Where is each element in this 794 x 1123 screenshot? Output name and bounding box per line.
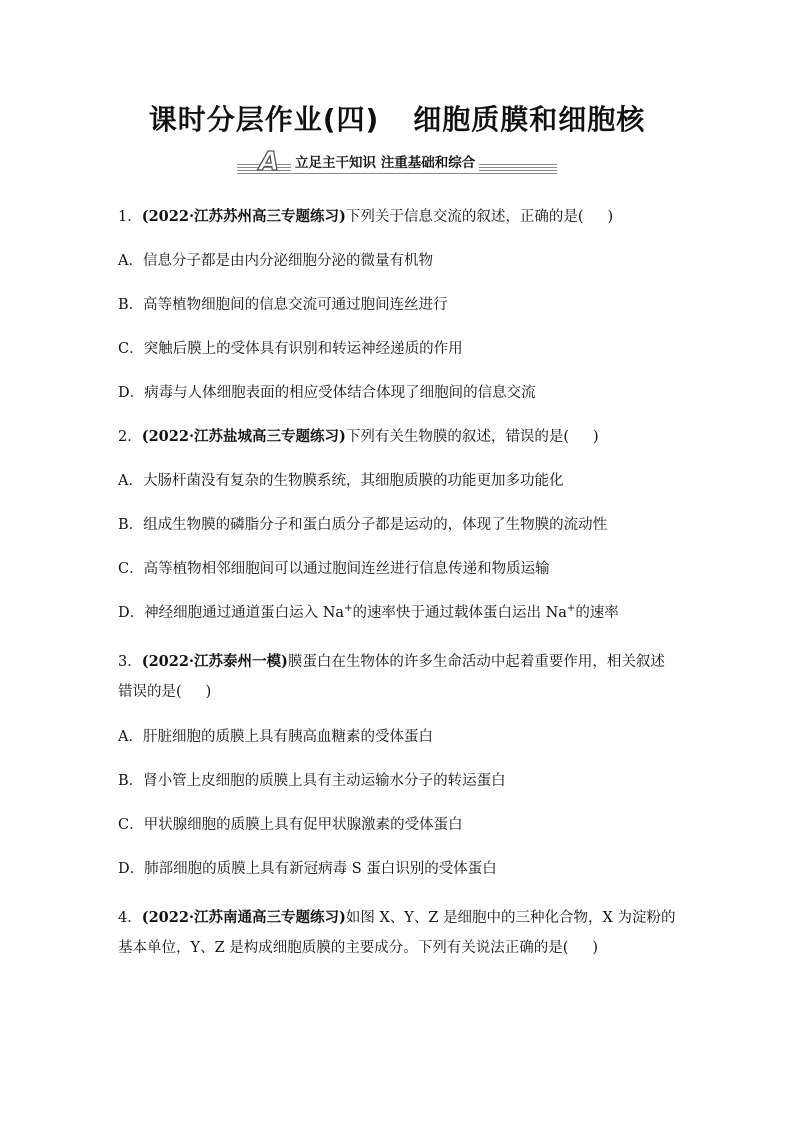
question-1-option-c: C．突触后膜上的受体具有识别和转运神经递质的作用: [118, 341, 463, 357]
question-3-option-a: A．肝脏细胞的质膜上具有胰高血糖素的受体蛋白: [118, 729, 433, 745]
question-source: (2022·江苏盐城高三专题练习): [141, 428, 346, 445]
question-source: (2022·江苏泰州一模): [141, 653, 288, 670]
page-title: 课时分层作业(四) 细胞质膜和细胞核: [148, 103, 646, 136]
question-3-option-b: B．肾小管上皮细胞的质膜上具有主动运输水分子的转运蛋白: [118, 773, 506, 789]
question-2-option-a: A．大肠杆菌没有复杂的生物膜系统，其细胞质膜的功能更加多功能化: [118, 473, 564, 489]
question-1-option-b: B．高等植物细胞间的信息交流可通过胞间连丝进行: [118, 297, 448, 313]
banner-text: 立足主干知识 注重基础和综合: [291, 155, 479, 171]
question-2-option-b: B．组成生物膜的磷脂分子和蛋白质分子都是运动的，体现了生物膜的流动性: [118, 517, 608, 533]
question-3-option-d: D．肺部细胞的质膜上具有新冠病毒 S 蛋白识别的受体蛋白: [118, 861, 497, 877]
question-1-option-a: A．信息分子都是由内分泌细胞分泌的微量有机物: [118, 253, 433, 269]
question-3-stem: 3．(2022·江苏泰州一模)膜蛋白在生物体的许多生命活动中起着重要作用，相关叙述错误的是( ): [118, 653, 665, 700]
question-2-option-d: D．神经细胞通过通道蛋白运入 Na+的速率快于通过载体蛋白运出 Na+的速率: [118, 603, 619, 621]
question-4-stem: 4．(2022·江苏南通高三专题练习)如图 X、Y、Z 是细胞中的三种化合物，X 为淀粉的基本单位，Y、Z 是构成细胞质膜的主要成分。下列有关说法正确的是( ): [118, 909, 676, 956]
question-2-stem: 2．(2022·江苏盐城高三专题练习)下列有关生物膜的叙述，错误的是( ): [118, 428, 599, 445]
question-source: (2022·江苏南通高三专题练习): [141, 909, 346, 926]
question-1-stem: 1．(2022·江苏苏州高三专题练习)下列关于信息交流的叙述，正确的是( ): [118, 208, 614, 225]
question-source: (2022·江苏苏州高三专题练习): [141, 208, 346, 225]
question-3-option-c: C．甲状腺细胞的质膜上具有促甲状腺激素的受体蛋白: [118, 817, 463, 833]
question-1-option-d: D．病毒与人体细胞表面的相应受体结合体现了细胞间的信息交流: [118, 385, 536, 401]
question-list: [118, 207, 678, 987]
section-banner: [237, 147, 557, 178]
banner-letter-a-icon: A: [259, 147, 280, 177]
question-2-option-c: C．高等植物相邻细胞间可以通过胞间连丝进行信息传递和物质运输: [118, 561, 550, 577]
